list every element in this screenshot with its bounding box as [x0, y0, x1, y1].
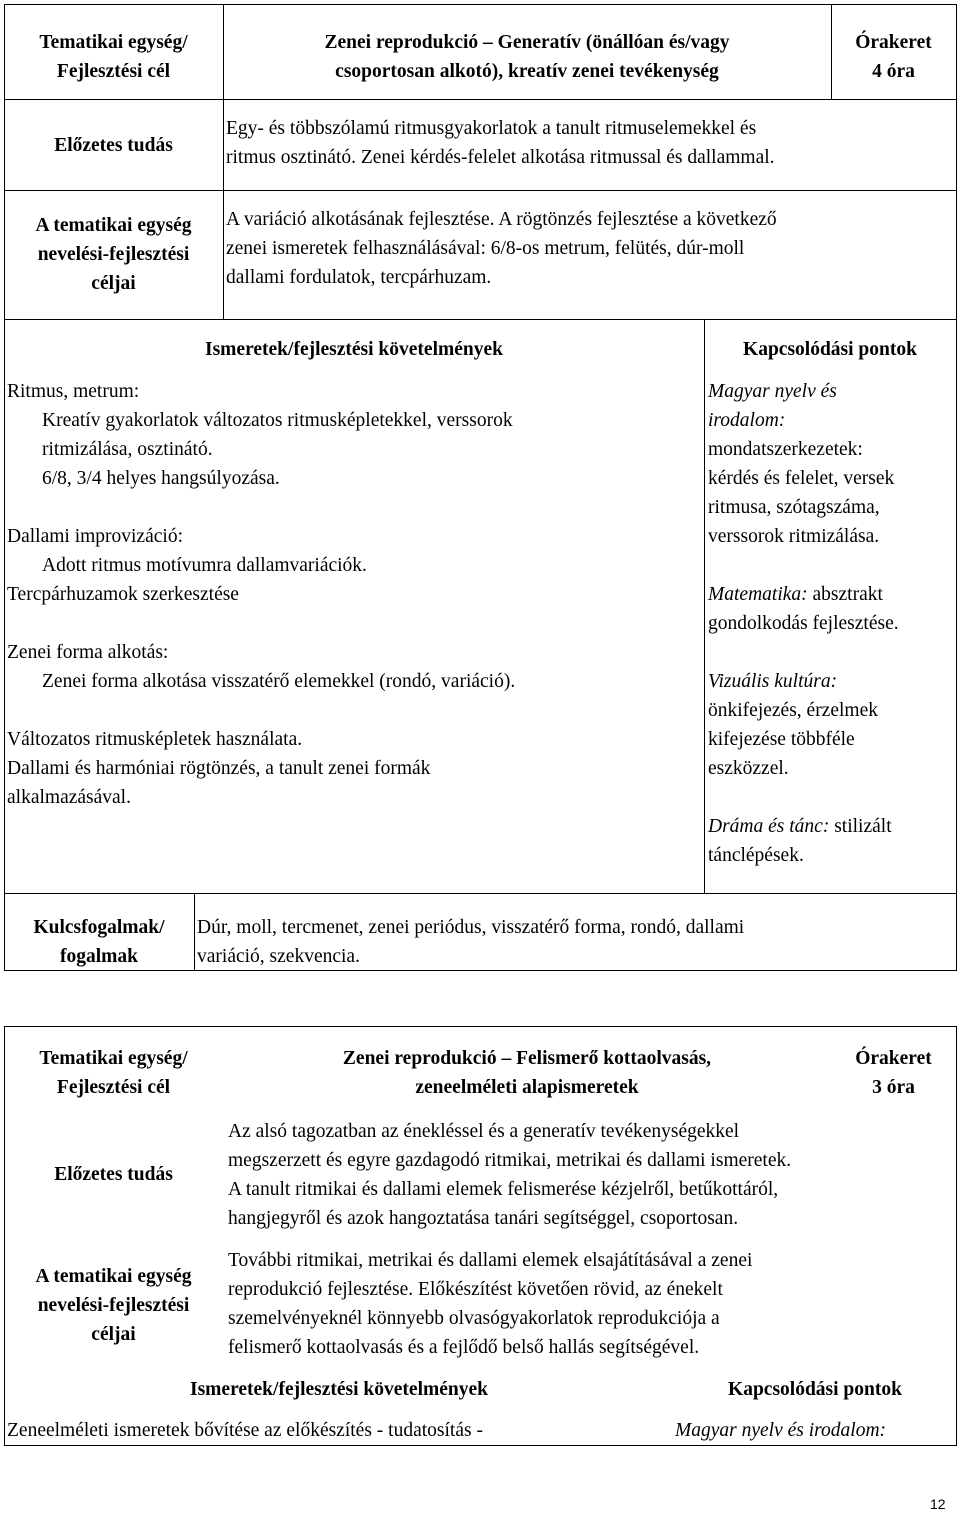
- t1-dram-label: Dráma és tánc:: [708, 816, 830, 837]
- t1-kulcs-line: Dúr, moll, tercmenet, zenei periódus, visszatérő forma, rondó, dallami: [197, 917, 745, 938]
- t1-header-left-line: Tematikai egység/: [39, 32, 188, 53]
- t2-celjai-line: További ritmikai, metrikai és dallami elemek elsajátításával a zenei: [228, 1250, 753, 1271]
- t1-header-title-line: csoportosan alkotó), kreatív zenei tevékenység: [335, 61, 719, 82]
- t2-header-left-line: Tematikai egység/: [39, 1048, 188, 1069]
- t1-mny-line: kérdés és felelet, versek: [708, 468, 895, 489]
- t1-header-hours: [831, 28, 956, 86]
- table1-rule: [4, 190, 956, 191]
- t1-mny-line: mondatszerkezetek:: [708, 439, 863, 460]
- table1-border-right: [956, 4, 957, 971]
- t1-dallami-line: Adott ritmus motívumra dallamvariációk.: [42, 555, 367, 576]
- table2-border-right: [956, 1026, 957, 1446]
- t1-celjai-line: zenei ismeretek felhasználásával: 6/8-os metrum, felütés, dúr-moll: [226, 238, 745, 259]
- t2-ismeretek-first-line: Zeneelméleti ismeretek bővítése az előkészítés - tudatosítás -: [7, 1420, 483, 1441]
- t1-dallami-title: Dallami improvizáció:: [7, 526, 183, 547]
- t1-mny-label: Magyar nyelv és: [708, 381, 837, 402]
- t2-elozetes-label: Előzetes tudás: [54, 1164, 173, 1185]
- t1-forma-line: Zenei forma alkotása visszatérő elemekkel (rondó, variáció).: [42, 671, 516, 692]
- table1-col-divider: [194, 893, 195, 971]
- t1-kapcsolodasi-body: [708, 377, 955, 870]
- table1-rule: [4, 99, 956, 100]
- spacer: [708, 783, 955, 812]
- t1-mny-line: ritmusa, szótagszáma,: [708, 497, 880, 518]
- t2-celjai-line: reprodukció fejlesztése. Előkészítést követően rövid, az énekelt: [228, 1279, 723, 1300]
- table2-border-bottom: [4, 1445, 956, 1446]
- t1-kulcs-line: variáció, szekvencia.: [197, 946, 360, 967]
- t1-celjai-label-line: nevelési-fejlesztési: [37, 244, 190, 265]
- t2-celjai-label: [4, 1262, 223, 1349]
- t2-ismeretek-header: Ismeretek/fejlesztési követelmények: [190, 1379, 488, 1400]
- t2-header-hours-line: 3 óra: [872, 1077, 915, 1098]
- t1-kulcs-label-line: fogalmak: [60, 946, 138, 967]
- t2-elozetes-line: A tanult ritmikai és dallami elemek felismerése kézjelről, betűkottáról,: [228, 1179, 779, 1200]
- t1-header-hours-line: 4 óra: [872, 61, 915, 82]
- t1-mat-label: Matematika:: [708, 584, 808, 605]
- t2-kapcsolodasi-header: Kapcsolódási pontok: [728, 1379, 902, 1400]
- t1-mny-label: irodalom:: [708, 410, 786, 431]
- t1-mat-line: [708, 580, 955, 609]
- t1-celjai-label-line: céljai: [91, 273, 136, 294]
- t1-header-title: [223, 28, 831, 86]
- t1-header-left: [4, 28, 223, 86]
- t1-ismeretek-body: [7, 377, 701, 812]
- t1-celjai-line: dallami fordulatok, tercpárhuzam.: [226, 267, 492, 288]
- spacer: [708, 551, 955, 580]
- t1-viz-line: eszközzel.: [708, 758, 789, 779]
- page-number: 12: [930, 1496, 946, 1512]
- t1-celjai-text: [226, 205, 954, 292]
- t1-viz-line: kifejezése többféle: [708, 729, 855, 750]
- t2-elozetes-line: hangjegyről és azok hangoztatása tanári segítséggel, csoportosan.: [228, 1208, 739, 1229]
- t1-ritmus-line: Kreatív gyakorlatok változatos ritmusképletekkel, verssorok: [42, 410, 513, 431]
- spacer: [7, 609, 701, 638]
- t1-elozetes-line: Egy- és többszólamú ritmusgyakorlatok a tanult ritmuselemekkel és: [226, 118, 757, 139]
- t1-header-left-line: Fejlesztési cél: [56, 61, 171, 82]
- t1-valt-line: Dallami és harmóniai rögtönzés, a tanult zenei formák: [7, 758, 431, 779]
- t1-ritmus-line: ritmizálása, osztinátó.: [42, 439, 213, 460]
- t1-header-title-line: Zenei reprodukció – Generatív (önállóan és/vagy: [324, 32, 730, 53]
- t1-mat-line2: gondolkodás fejlesztése.: [708, 613, 899, 634]
- t1-mat-text: absztrakt: [807, 584, 883, 605]
- t1-mny-line: verssorok ritmizálása.: [708, 526, 880, 547]
- t2-elozetes-line: Az alsó tagozatban az énekléssel és a generatív tevékenységekkel: [228, 1121, 740, 1142]
- t2-header-hours: [831, 1044, 956, 1102]
- t1-elozetes-text: [226, 114, 954, 172]
- t2-celjai-line: szemelvényeknél könnyebb olvasógyakorlatok reprodukciója a: [228, 1308, 720, 1329]
- t2-celjai-label-line: nevelési-fejlesztési: [37, 1295, 190, 1316]
- t1-elozetes-line: ritmus osztinátó. Zenei kérdés-felelet alkotása ritmussal és dallammal.: [226, 147, 775, 168]
- t1-valt-line: Változatos ritmusképletek használata.: [7, 729, 303, 750]
- t2-celjai-line: felismerő kottaolvasás és a fejlődő belső hallás segítségével.: [228, 1337, 700, 1358]
- t2-celjai-text: [228, 1246, 956, 1362]
- table2-border-top: [4, 1026, 956, 1027]
- table1-rule: [4, 893, 956, 894]
- t2-header-title-line: Zenei reprodukció – Felismerő kottaolvasás,: [342, 1048, 712, 1069]
- t1-ritmus-line: 6/8, 3/4 helyes hangsúlyozása.: [42, 468, 280, 489]
- t2-celjai-label-line: A tematikai egység: [35, 1266, 192, 1287]
- t1-ritmus-title: Ritmus, metrum:: [7, 381, 140, 402]
- t2-header-title: [223, 1044, 831, 1102]
- t1-celjai-label-line: A tematikai egység: [35, 215, 192, 236]
- t1-elozetes-label: Előzetes tudás: [54, 135, 173, 156]
- t1-terc-line: Tercpárhuzamok szerkesztése: [7, 584, 239, 605]
- t1-dram-line: [708, 812, 955, 841]
- t1-kulcs-text: [197, 913, 954, 971]
- t1-celjai-line: A variáció alkotásának fejlesztése. A rögtönzés fejlesztése a következő: [226, 209, 777, 230]
- t1-forma-title: Zenei forma alkotás:: [7, 642, 169, 663]
- t1-dram-line2: tánclépések.: [708, 845, 804, 866]
- spacer: [7, 696, 701, 725]
- spacer: [7, 493, 701, 522]
- t1-viz-label: Vizuális kultúra:: [708, 671, 838, 692]
- t2-elozetes-text: [228, 1117, 956, 1233]
- t1-ismeretek-header: Ismeretek/fejlesztési követelmények: [205, 339, 503, 360]
- spacer: [708, 638, 955, 667]
- t1-viz-line: önkifejezés, érzelmek: [708, 700, 878, 721]
- table1-rule: [4, 319, 956, 320]
- t2-header-hours-line: Órakeret: [855, 1048, 932, 1069]
- t2-elozetes-line: megszerzett és egyre gazdagodó ritmikai, metrikai és dallami ismeretek.: [228, 1150, 792, 1171]
- table1-border-top: [4, 4, 956, 5]
- t1-header-hours-line: Órakeret: [855, 32, 932, 53]
- t2-celjai-label-line: céljai: [91, 1324, 136, 1345]
- t1-kapcsolodasi-header: Kapcsolódási pontok: [743, 339, 917, 360]
- t2-header-title-line: zeneelméleti alapismeretek: [415, 1077, 639, 1098]
- t1-valt-line: alkalmazásával.: [7, 787, 131, 808]
- t2-header-left-line: Fejlesztési cél: [56, 1077, 171, 1098]
- t1-kulcs-label-line: Kulcsfogalmak/: [33, 917, 165, 938]
- t1-celjai-label: [4, 211, 223, 298]
- t1-dram-text: stilizált: [829, 816, 892, 837]
- table1-col-divider: [704, 319, 705, 894]
- t1-kulcs-label: [4, 913, 194, 971]
- t2-kapcsolodasi-first-line: Magyar nyelv és irodalom:: [675, 1420, 887, 1441]
- t2-header-left: [4, 1044, 223, 1102]
